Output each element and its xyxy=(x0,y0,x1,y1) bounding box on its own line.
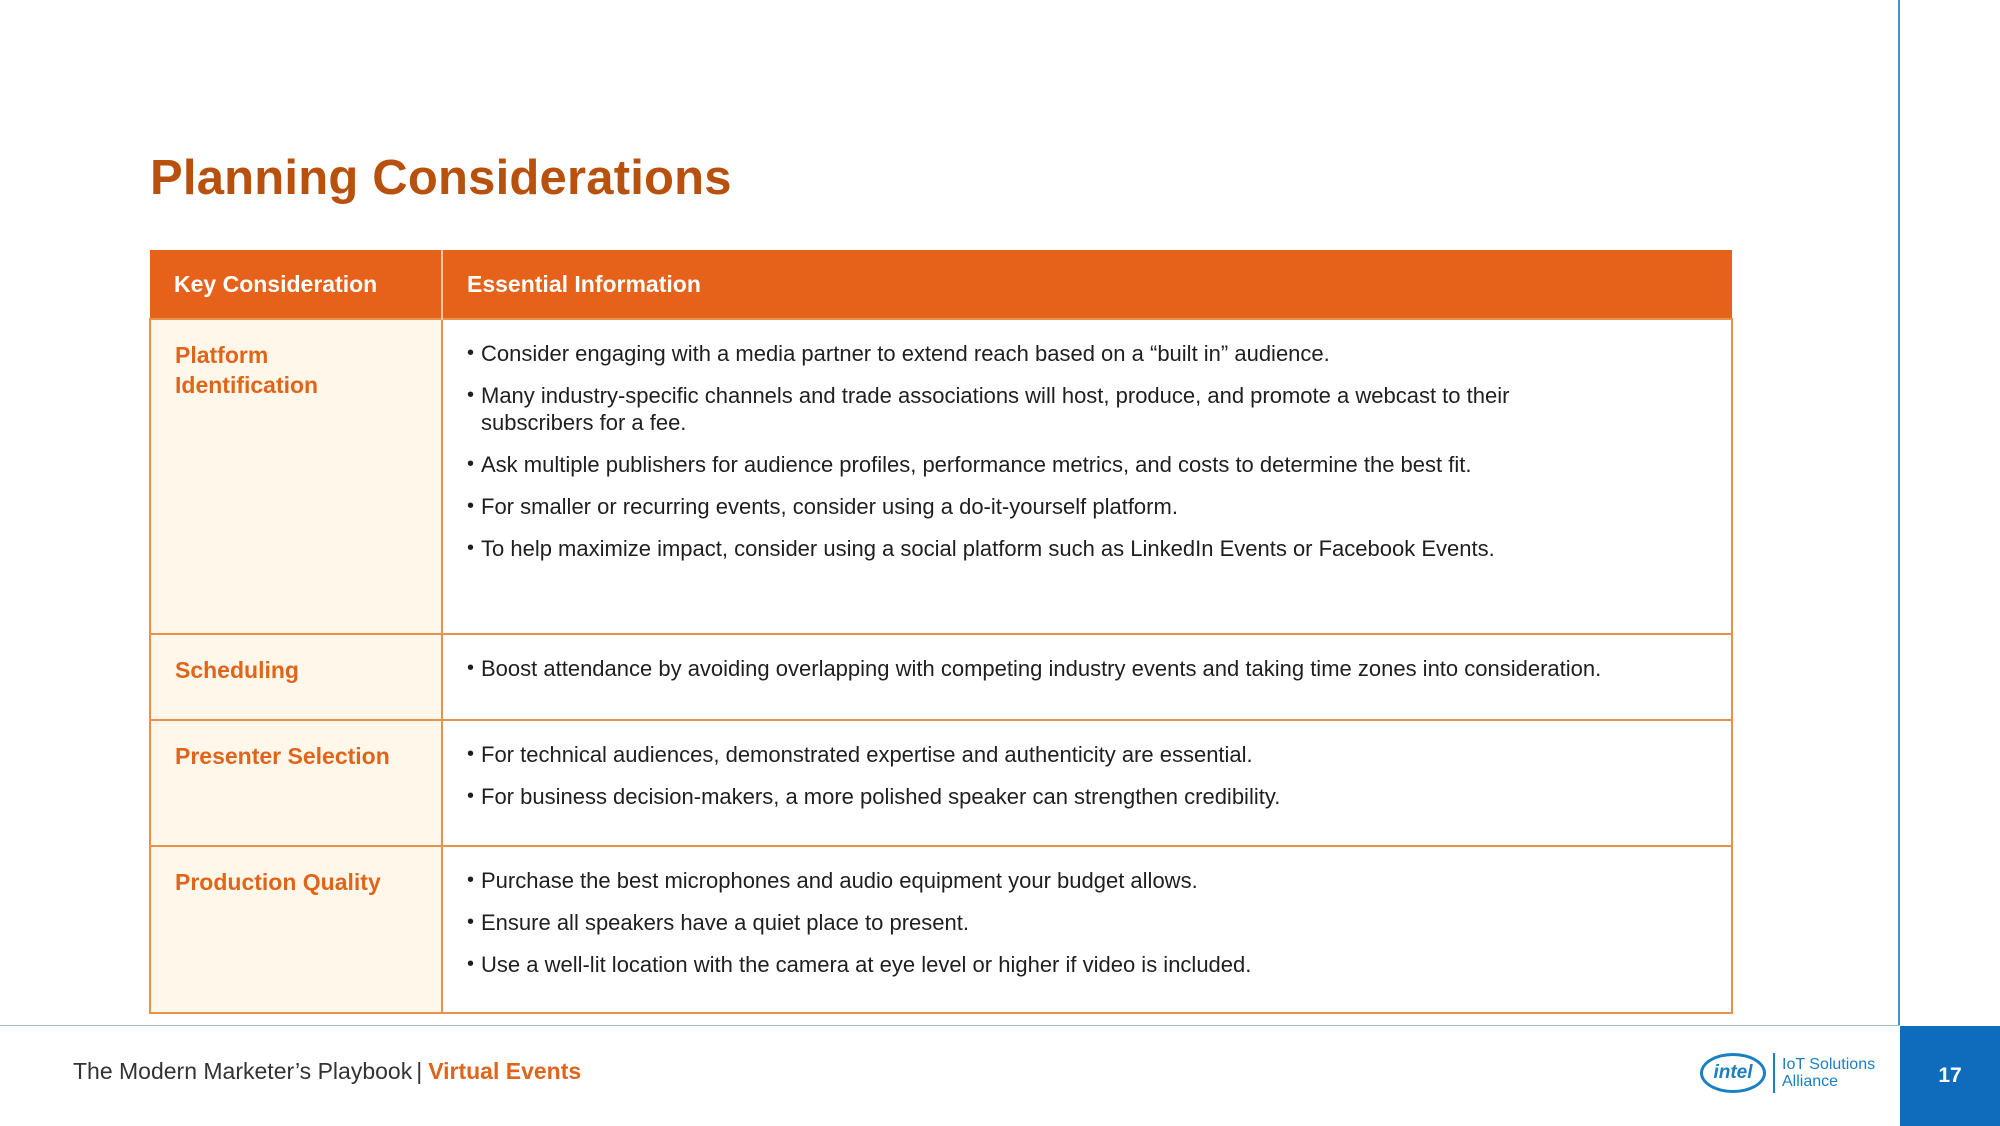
bullet-list xyxy=(467,655,1707,682)
publication-title: The Modern Marketer’s Playbook xyxy=(73,1058,413,1084)
info-cell xyxy=(442,319,1732,634)
list-item: • For technical audiences, demonstrated expertise and authenticity are essential. xyxy=(467,741,1707,768)
table-row xyxy=(150,319,1732,634)
section-name: Virtual Events xyxy=(428,1058,582,1084)
intel-iot-logo xyxy=(1700,1053,1875,1093)
key-platform-identification: Platform Identification xyxy=(150,319,442,634)
list-item: • Consider engaging with a media partner to extend reach based on a “built in” audience. xyxy=(467,340,1707,367)
table-row xyxy=(150,720,1732,846)
list-item: • For smaller or recurring events, consider using a do-it-yourself platform. xyxy=(467,493,1707,520)
key-production-quality: Production Quality xyxy=(150,846,442,1013)
bullet-list xyxy=(467,867,1707,978)
key-scheduling: Scheduling xyxy=(150,634,442,720)
footer-publication xyxy=(73,1058,581,1085)
info-cell xyxy=(442,720,1732,846)
list-item: • Boost attendance by avoiding overlapping with competing industry events and taking time zones into consideration. xyxy=(467,655,1707,682)
list-item: • Ask multiple publishers for audience profiles, performance metrics, and costs to determine the best fit. xyxy=(467,451,1707,478)
info-cell xyxy=(442,846,1732,1013)
logo-caption: IoT Solutions Alliance xyxy=(1782,1056,1876,1090)
list-item: • Many industry-specific channels and trade associations will host, produce, and promote a webcast to their subscribers for a fee. xyxy=(467,382,1707,436)
table-row xyxy=(150,846,1732,1013)
footer-divider xyxy=(0,1025,1900,1026)
list-item: • Ensure all speakers have a quiet place to present. xyxy=(467,909,1707,936)
key-presenter-selection: Presenter Selection xyxy=(150,720,442,846)
header-essential-information: Essential Information xyxy=(442,250,1732,319)
table-row xyxy=(150,634,1732,720)
page-number-badge xyxy=(1900,1026,2000,1126)
header-key-consideration: Key Consideration xyxy=(150,250,442,319)
intel-logo-icon: intel xyxy=(1700,1053,1766,1093)
bullet-list xyxy=(467,340,1707,562)
list-item: • Purchase the best microphones and audio equipment your budget allows. xyxy=(467,867,1707,894)
info-cell xyxy=(442,634,1732,720)
footer-separator: | xyxy=(416,1058,423,1084)
table-header-row xyxy=(150,250,1732,319)
page-number: 17 xyxy=(1938,1064,1962,1087)
list-item: • To help maximize impact, consider using a social platform such as LinkedIn Events or Facebook Events. xyxy=(467,535,1707,562)
list-item: • For business decision-makers, a more polished speaker can strengthen credibility. xyxy=(467,783,1707,810)
page-title: Planning Considerations xyxy=(150,151,732,205)
list-item: • Use a well-lit location with the camera at eye level or higher if video is included. xyxy=(467,951,1707,978)
considerations-table xyxy=(149,250,1733,1014)
bullet-list xyxy=(467,741,1707,810)
right-border-rule xyxy=(1898,0,1900,1026)
logo-divider xyxy=(1773,1053,1775,1093)
